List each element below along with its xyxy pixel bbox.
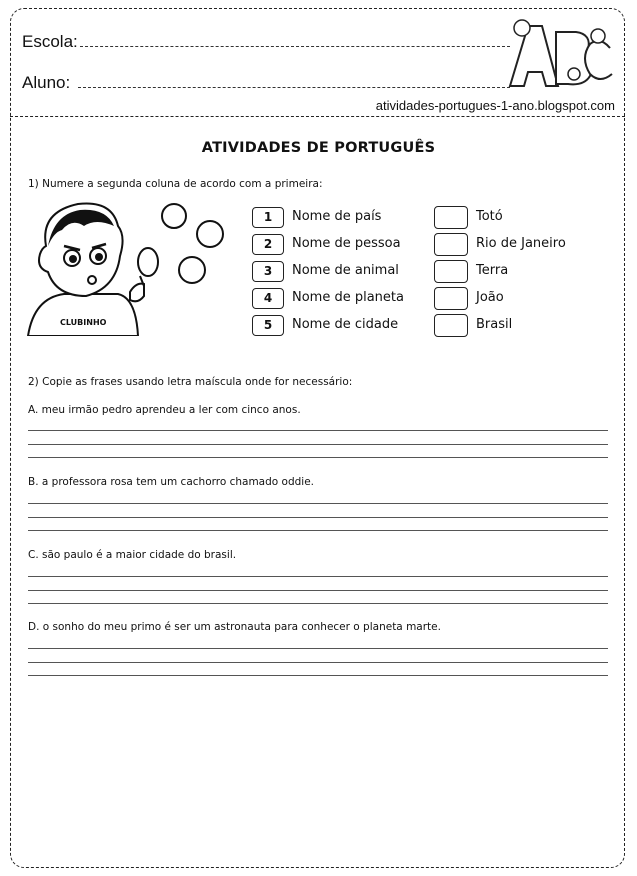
boy-blowing-bubbles-illustration bbox=[26, 196, 226, 336]
right-item-label: Totó bbox=[476, 209, 503, 224]
student-label: Aluno: bbox=[22, 73, 71, 92]
writing-line[interactable] bbox=[28, 590, 608, 591]
left-item-label: Nome de planeta bbox=[292, 290, 404, 305]
sentence-b: B. a professora rosa tem um cachorro chamado oddie. bbox=[28, 476, 315, 488]
answer-box[interactable] bbox=[434, 260, 468, 283]
answer-box[interactable] bbox=[434, 206, 468, 229]
page-border bbox=[10, 8, 625, 868]
question1-prompt: 1) Numere a segunda coluna de acordo com a primeira: bbox=[28, 178, 323, 190]
writing-line[interactable] bbox=[28, 430, 608, 431]
left-item-label: Nome de país bbox=[292, 209, 382, 224]
right-item-label: Rio de Janeiro bbox=[476, 236, 566, 251]
website-url: atividades-portugues-1-ano.blogspot.com bbox=[375, 98, 615, 113]
answer-box[interactable] bbox=[434, 233, 468, 256]
writing-line[interactable] bbox=[28, 662, 608, 663]
school-label: Escola: bbox=[22, 32, 78, 51]
writing-line[interactable] bbox=[28, 576, 608, 577]
sentence-a: A. meu irmão pedro aprendeu a ler com cinco anos. bbox=[28, 404, 301, 416]
page-title: ATIVIDADES DE PORTUGUÊS bbox=[201, 140, 436, 156]
sentence-d: D. o sonho do meu primo é ser um astronauta para conhecer o planeta marte. bbox=[28, 621, 441, 633]
writing-line[interactable] bbox=[28, 457, 608, 458]
writing-line[interactable] bbox=[28, 503, 608, 504]
answer-box[interactable] bbox=[434, 314, 468, 337]
writing-line[interactable] bbox=[28, 675, 608, 676]
number-box: 5 bbox=[252, 315, 284, 336]
abc-letters-icon bbox=[502, 14, 614, 94]
number-box: 2 bbox=[252, 234, 284, 255]
school-field[interactable] bbox=[80, 46, 510, 47]
right-item-label: João bbox=[476, 290, 504, 305]
left-item-label: Nome de cidade bbox=[292, 317, 399, 332]
writing-line[interactable] bbox=[28, 517, 608, 518]
student-field[interactable] bbox=[78, 87, 510, 88]
number-box: 3 bbox=[252, 261, 284, 282]
number-box: 4 bbox=[252, 288, 284, 309]
header-divider bbox=[10, 116, 625, 117]
right-item-label: Terra bbox=[476, 263, 509, 278]
left-item-label: Nome de pessoa bbox=[292, 236, 401, 251]
right-item-label: Brasil bbox=[476, 317, 513, 332]
writing-line[interactable] bbox=[28, 603, 608, 604]
question2-prompt: 2) Copie as frases usando letra maíscula onde for necessário: bbox=[28, 376, 353, 388]
number-box: 1 bbox=[252, 207, 284, 228]
sentence-c: C. são paulo é a maior cidade do brasil. bbox=[28, 549, 237, 561]
writing-line[interactable] bbox=[28, 648, 608, 649]
writing-line[interactable] bbox=[28, 530, 608, 531]
answer-box[interactable] bbox=[434, 287, 468, 310]
shirt-logo-text: CLUBINHO bbox=[60, 318, 107, 327]
left-item-label: Nome de animal bbox=[292, 263, 399, 278]
writing-line[interactable] bbox=[28, 444, 608, 445]
